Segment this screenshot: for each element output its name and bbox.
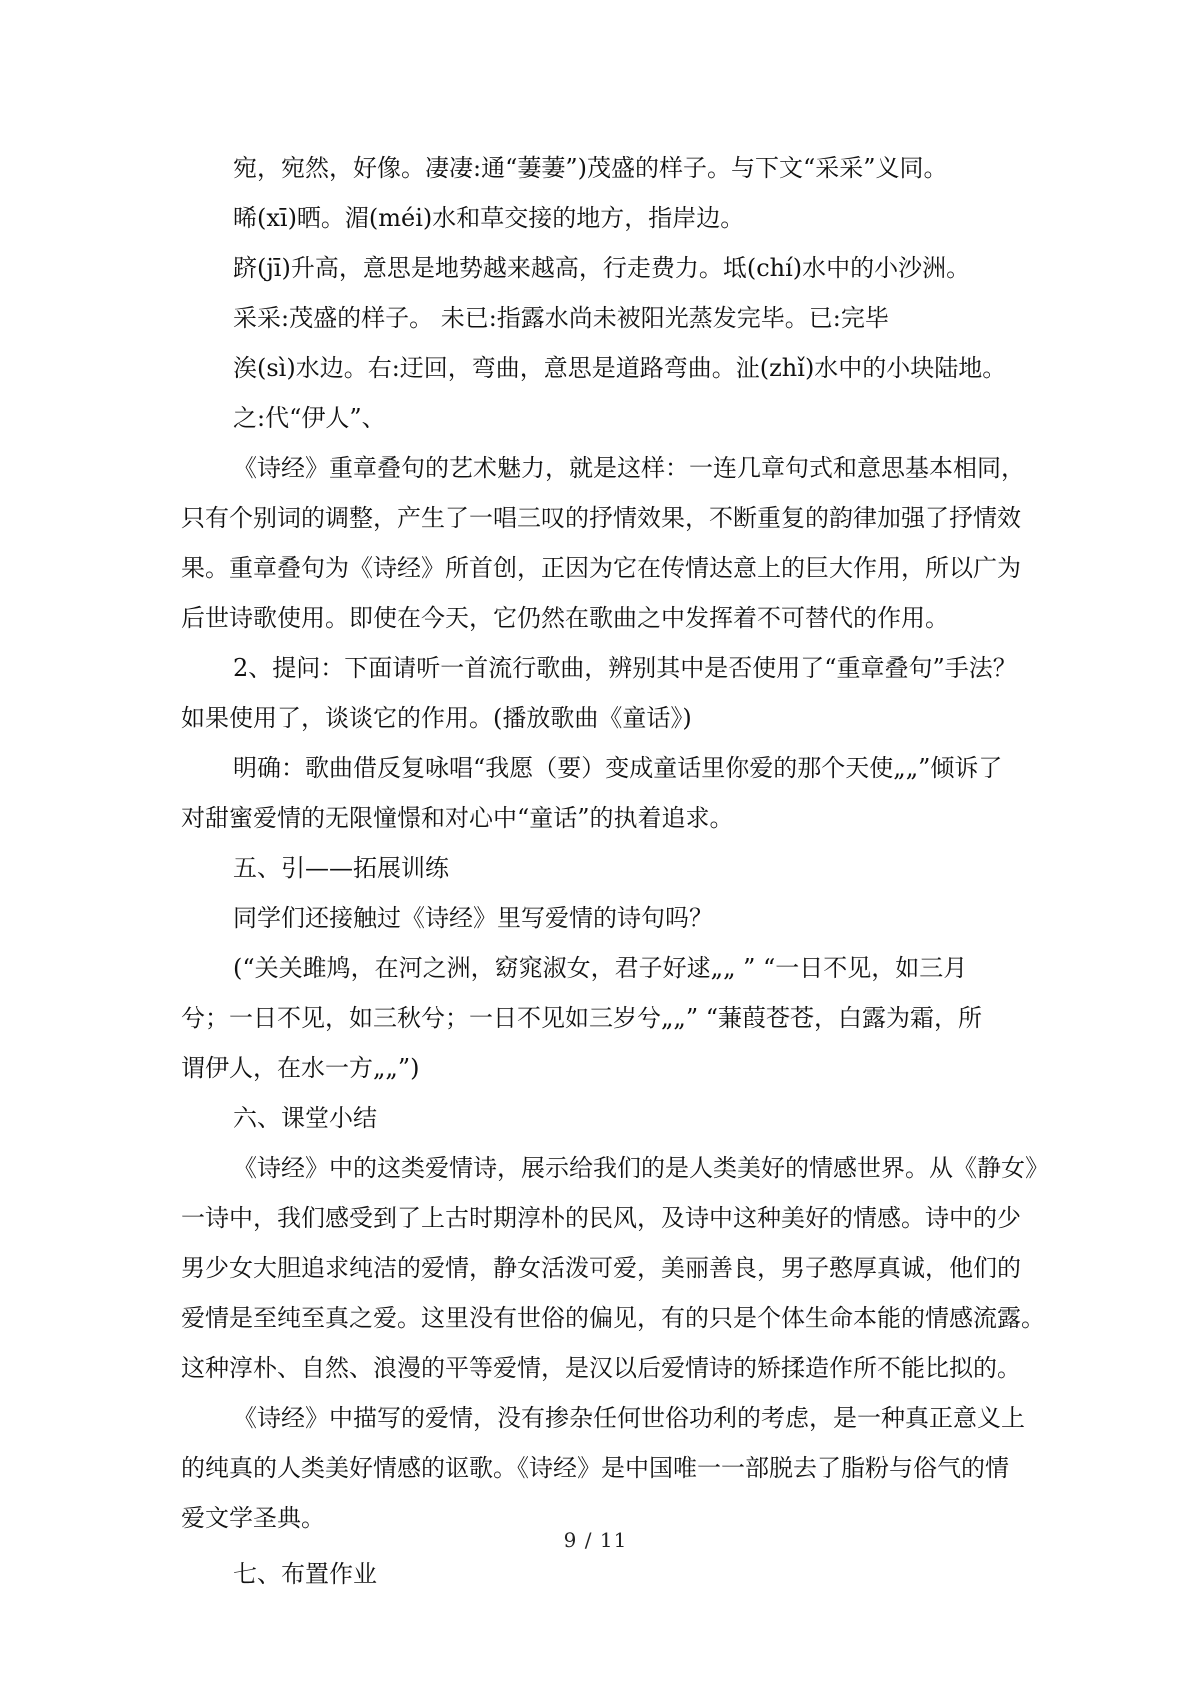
- paragraph-line: 谓伊人，在水一方„„”): [181, 1054, 420, 1082]
- paragraph-line: 如果使用了，谈谈它的作用。(播放歌曲《童话》): [181, 704, 692, 732]
- paragraph-line: (“关关雎鸠，在河之洲，窈窕淑女，君子好逑„„ ” “一日不见，如三月: [233, 954, 968, 982]
- paragraph-line: 后世诗歌使用。即使在今天，它仍然在歌曲之中发挥着不可替代的作用。: [181, 604, 949, 632]
- paragraph-line: 《诗经》中的这类爱情诗，展示给我们的是人类美好的情感世界。从《静女》: [233, 1154, 1049, 1182]
- annotation-line: 晞(xī)晒。湄(méi)水和草交接的地方，指岸边。: [233, 204, 745, 232]
- annotation-line: 涘(sì)水边。右:迂回，弯曲，意思是道路弯曲。沚(zhǐ)水中的小块陆地。: [233, 354, 1007, 382]
- section-heading: 七、布置作业: [233, 1560, 377, 1588]
- paragraph-line: 《诗经》中描写的爱情，没有掺杂任何世俗功利的考虑，是一种真正意义上: [233, 1404, 1025, 1432]
- annotation-line: 之:代“伊人”、: [233, 404, 386, 432]
- annotation-line: 采采:茂盛的样子。 未已:指露水尚未被阳光蒸发完毕。已:完毕: [233, 304, 889, 332]
- paragraph-line: 爱情是至纯至真之爱。这里没有世俗的偏见，有的只是个体生命本能的情感流露。: [181, 1304, 1045, 1332]
- paragraph-line: 的纯真的人类美好情感的讴歌。《诗经》是中国唯一一部脱去了脂粉与俗气的情: [181, 1454, 1009, 1482]
- paragraph-line: 爱文学圣典。: [181, 1504, 325, 1532]
- paragraph-line: 果。重章叠句为《诗经》所首创，正因为它在传情达意上的巨大作用，所以广为: [181, 554, 1021, 582]
- paragraph-line: 对甜蜜爱情的无限憧憬和对心中“童话”的执着追求。: [181, 804, 734, 832]
- paragraph-line: 明确：歌曲借反复咏唱“我愿（要）变成童话里你爱的那个天使„„”倾诉了: [233, 754, 1003, 782]
- section-heading: 五、引——拓展训练: [233, 854, 449, 882]
- paragraph-line: 兮；一日不见，如三秋兮；一日不见如三岁兮„„” “蒹葭苍苍，白露为霜，所: [181, 1004, 983, 1032]
- paragraph-line: 一诗中，我们感受到了上古时期淳朴的民风，及诗中这种美好的情感。诗中的少: [181, 1204, 1021, 1232]
- paragraph-line: 男少女大胆追求纯洁的爱情，静女活泼可爱，美丽善良，男子憨厚真诚，他们的: [181, 1254, 1021, 1282]
- annotation-line: 跻(jī)升高，意思是地势越来越高，行走费力。坻(chí)水中的小沙洲。: [233, 254, 971, 282]
- paragraph-line: 同学们还接触过《诗经》里写爱情的诗句吗？: [233, 904, 713, 932]
- section-heading: 六、课堂小结: [233, 1104, 377, 1132]
- page-number: 9 / 11: [563, 1528, 628, 1552]
- paragraph-line: 这种淳朴、自然、浪漫的平等爱情，是汉以后爱情诗的矫揉造作所不能比拟的。: [181, 1354, 1021, 1382]
- paragraph-line: 只有个别词的调整，产生了一唱三叹的抒情效果，不断重复的韵律加强了抒情效: [181, 504, 1021, 532]
- annotation-line: 宛，宛然，好像。凄凄:通“萋萋”)茂盛的样子。与下文“采采”义同。: [233, 154, 948, 182]
- paragraph-line: 《诗经》重章叠句的艺术魅力，就是这样：一连几章句式和意思基本相同，: [233, 454, 1025, 482]
- document-body: [181, 143, 1049, 1599]
- paragraph-line: 2、提问：下面请听一首流行歌曲，辨别其中是否使用了“重章叠句”手法？: [233, 654, 1017, 682]
